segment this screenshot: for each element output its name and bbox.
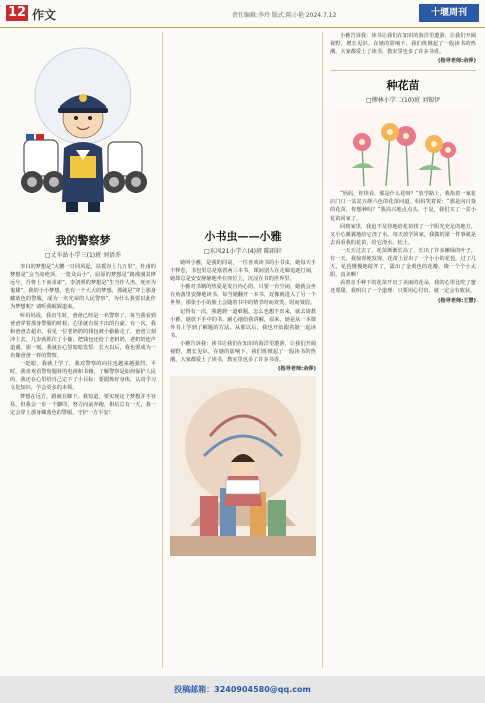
article-signature: (指导老师:余萍) [278,366,316,373]
editor-meta: 责任编辑:李玲 版式:陈小艳 2024.7.12 [232,12,337,19]
article-paragraph: 听妈妈说，我出生时，爸爸已经是一名警察了，每当我看到爸爸穿着那身警服的时候，心里就有说不出的自豪。有一次，我和爸爸去超市，看见一位老奶奶的钱包被小偷偷走了，爸爸立刻冲上去，几步就抓住了小偷，把钱包还给了老奶奶，老奶奶连声道谢。那一刻，我就在心里暗暗发誓：长大以后，我也要成为一名像爸爸一样的警察。 [10,312,156,360]
article-paragraph: 回到家里，我迫不及待地给花苗找了一个阳光充足的地方，又小心翼翼地给它浇了水。每天放学回家，我做的第一件事就是去看看我的花苗，给它浇水、松土。 [330,223,476,246]
article-paragraph: “妈妈，你快看，那是什么花呀？”放学路上，我指着一家花店门口一盆盆五颜六色的花苗问道。妈妈笑着说：“那是向日葵的花苗，你想种吗？”我高兴地点点头，于是，我们买了一盆小花苗回家了。 [330,191,476,222]
article-bookworm [170,32,316,670]
article-signature: (指导老师:王慧) [438,297,476,304]
column-divider [322,32,323,668]
article-byline: □丈车站小学三(1)班 刘语乔 [44,252,122,259]
page-number: 12 [7,5,27,20]
article-title: 小书虫——小雅 [204,230,282,243]
article-byline: □柳林小学二(10)班 刘锡伊 [366,97,440,105]
article-police-dream [10,32,156,670]
article-byline: □东风21小学六(4)班 陈雨轩 [204,248,282,255]
reading-girl-illustration [170,376,316,556]
article-paragraph: 梦想在远方，路就在脚下。我知道，要实现这个梦想并不容易，但我会一步一个脚印，努力向前奔跑，相信总有一天，我一定会穿上那身藏蓝色的警服，守护一方平安！ [10,393,156,416]
police-cartoon-illustration [10,32,156,218]
divider [330,70,476,71]
article-paragraph: 记得有一次，我遇到一道难题，怎么也想不出来，就去请教小雅，她放下手中的书，耐心地给我讲解，原来，她是从一本课外书上学到了解题的方法。从那以后，我也开始跟着她一起读书。 [170,308,316,339]
article-title: 我的警察梦 [55,234,111,247]
article-title: 种花苗 [386,79,420,93]
page-header [0,0,485,28]
article-paragraph: 小雅告诉我：读书让我们在知识的海洋里遨游，让我们开阔视野，增长见识。在她的影响下，我们班掀起了一股读书的热潮，大家都爱上了读书，教室里也多了许多书香。 [330,33,476,56]
article-paragraph: 小雅对书籍的热爱是发自内心的。只要一有空闲，她就会坐在角落里安静地读书。每当她翻开一本书，好像就进入了另一个世界，那张小小的脸上会随着书中的情节时而欢笑，时而皱眉。 [170,284,316,307]
brand-logo: 十堰周刊 [419,4,479,22]
column-divider [162,32,163,668]
article-paragraph: 一眨眼，我就上学了，我对警察的向往也越来越强烈。平时，我喜欢看警察题材的电视和书籍，了解警察是如何保护人民的，我还在心里给自己定下了小目标：要锻炼好身体，认真学习文化知识，学会更多的本领。 [10,361,156,392]
submission-email: 投稿邮箱：3240904580@qq.com [174,685,311,694]
article-signature: (指导老师:余萍) [438,58,476,65]
page-footer [0,676,485,703]
article-paragraph: 小雅告诉我：读书让我们在知识的海洋里遨游，让我们开阔视野，增长见识。在她的影响下，我们班掀起了一股读书的热潮，大家都爱上了读书，教室里也多了许多书香。 [170,340,316,364]
section-title: 作文 [32,8,57,22]
article-paragraph: 看着亲手种下的花苗开出了美丽的花朵，我的心里比吃了蜜还要甜。我明白了一个道理：只要用心付出，就一定会有收获。 [330,280,476,295]
article-paragraph: 一天天过去了，花苗渐渐长高了，长出了许多嫩绿的叶子。有一天，我惊喜地发现，花苗上冒出了一个小小的花苞，过了几天，花苞慢慢地绽开了，露出了金黄色的花瓣，像一个个小太阳，真美啊！ [330,247,476,279]
article-paragraph: 她叫小雅，是我的同桌，一位喜欢读书的小书虫，她每天手不释卷，书包里总是塞着两三本书，课间别人在走廊追逐打闹，她却总是安安静静地坐在座位上，沉浸在书的世界里。 [170,260,316,283]
flowers-illustration [334,108,472,186]
article-paragraph: 李白的梦想是“大鹏一日同风起，扶摇直上九万里”，杜甫的梦想是“会当凌绝顶，一览众山小”，屈原的梦想是“路漫漫其修远兮，吾将上下而求索”。李清照的梦想是“生当作人杰，死亦为鬼雄”。我的小小梦想，也有一个大大的梦想，那就是“穿上那身藏蓝色的警服，成为一名光荣的人民警察”，为什么我要以此作为梦想呢？请听我娓娓道来。 [10,264,156,311]
article-plant-seedlings [330,32,476,670]
